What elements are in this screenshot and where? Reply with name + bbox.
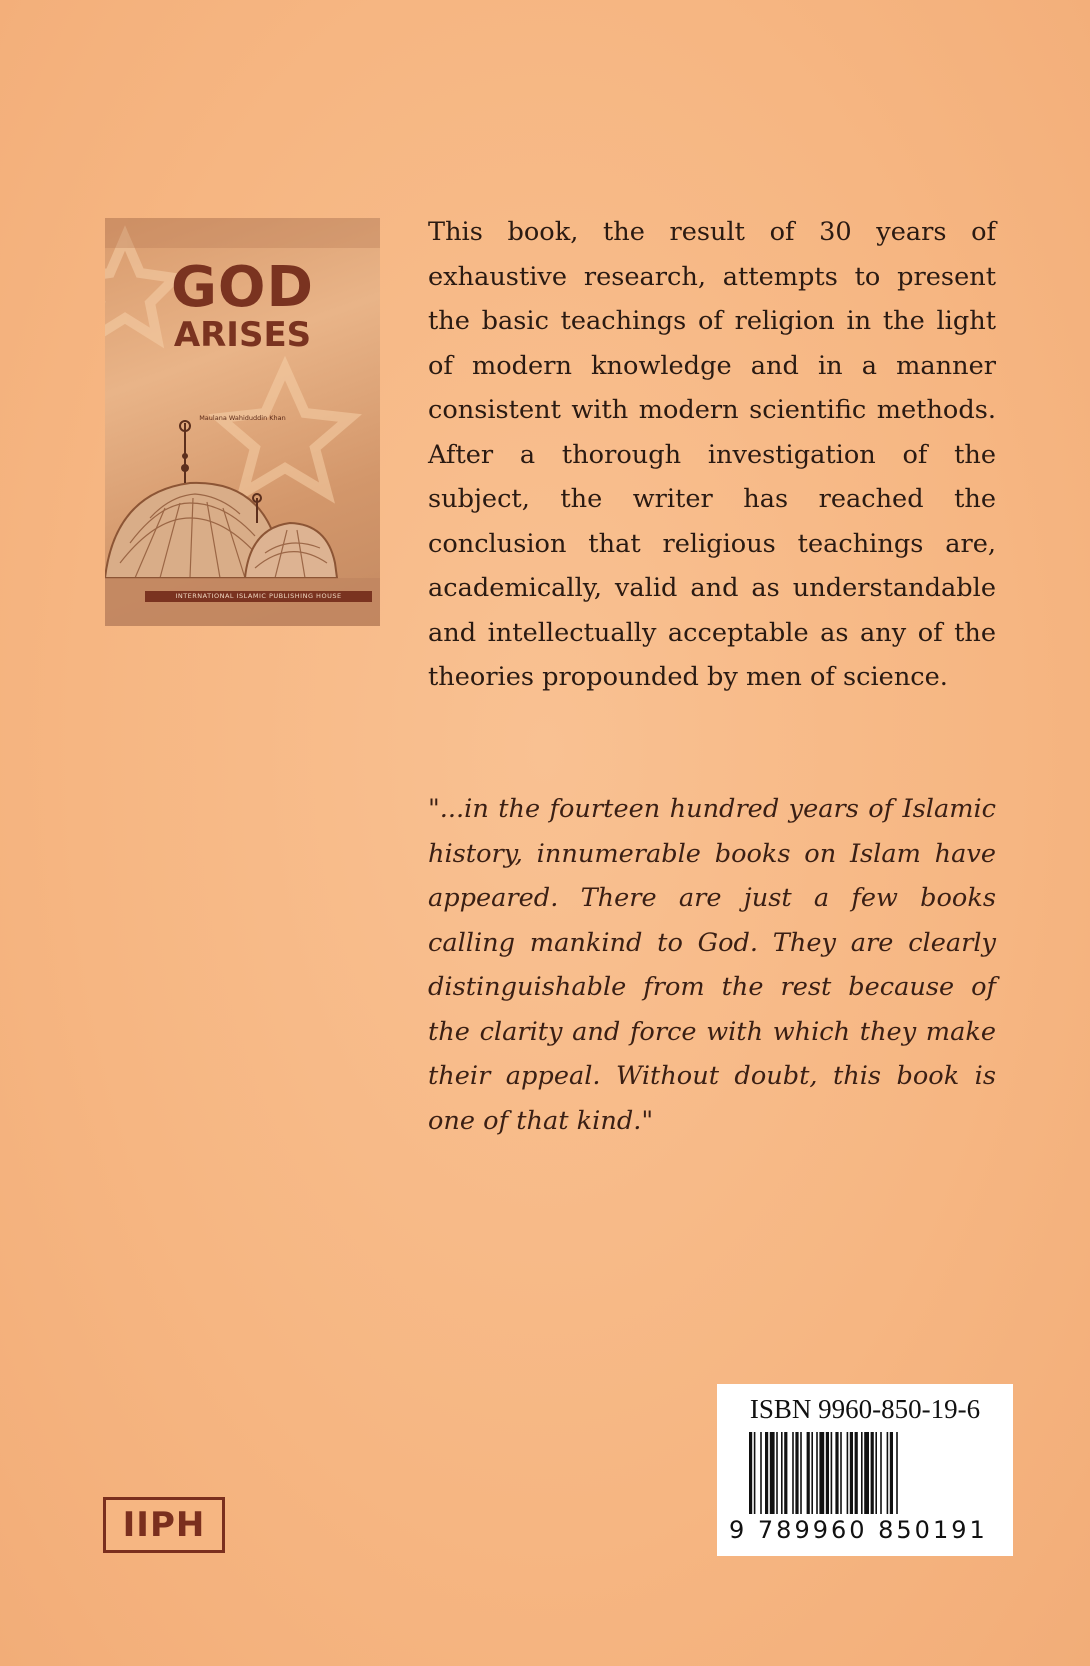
barcode-bar <box>887 1432 889 1514</box>
book-description: This book, the result of 30 years of exhaustive research, attempts to present the basic teachings of religion in the light of modern knowledge and in a manner consistent with modern scientific methods. After a thorough investigation of the subject, the writer has reached the conclusion that religious teachings are, academically, valid and as understandable and intellectually acceptable as any of the theories propounded by men of science. <box>428 217 996 692</box>
barcode-bar <box>770 1432 775 1514</box>
barcode-bar <box>795 1432 798 1514</box>
cover-thumbnail <box>105 218 380 626</box>
barcode-bar <box>749 1432 752 1514</box>
barcode-bar <box>871 1432 874 1514</box>
barcode-digits: 9 789960 850191 <box>729 1516 988 1544</box>
thumbnail-author: Maulana Wahiduddin Khan <box>199 414 286 422</box>
thumbnail-title-arises: ARISES <box>173 315 312 355</box>
barcode-bar <box>792 1432 794 1514</box>
barcode-bar <box>890 1432 893 1514</box>
thumbnail-publisher-band: INTERNATIONAL ISLAMIC PUBLISHING HOUSE <box>145 591 372 602</box>
barcode-bar <box>811 1432 813 1514</box>
barcode-bar <box>800 1432 802 1514</box>
thumbnail-title-god: GOD <box>170 255 315 320</box>
isbn-barcode <box>717 1384 1013 1556</box>
barcode-bar <box>816 1432 818 1514</box>
barcode-bar <box>807 1432 810 1514</box>
barcode-bar <box>760 1432 762 1514</box>
barcode-bar <box>835 1432 838 1514</box>
barcode-bar <box>896 1432 898 1514</box>
barcode-bar <box>765 1432 768 1514</box>
barcode-bar <box>840 1432 842 1514</box>
barcode-bar <box>781 1432 783 1514</box>
barcode-bar <box>784 1432 787 1514</box>
barcode-bar <box>776 1432 778 1514</box>
barcode-bar <box>855 1432 858 1514</box>
barcode-bar <box>754 1432 756 1514</box>
barcode-bar <box>847 1432 849 1514</box>
isbn-label: ISBN 9960-850-19-6 <box>749 1394 981 1424</box>
barcode-bar <box>875 1432 877 1514</box>
barcode-bar <box>861 1432 863 1514</box>
barcode-bar <box>826 1432 829 1514</box>
barcode-bar <box>850 1432 853 1514</box>
publisher-logo: IIPH <box>103 1497 225 1553</box>
book-quote: "...in the fourteen hundred years of Islamic history, innumerable books on Islam have appeared. There are just a few books calling mankind to God. They are clearly distinguishable from the rest because of the clarity and force with which they make their appeal. Without doubt, this book is one of that kind." <box>428 794 996 1136</box>
barcode-bar <box>819 1432 824 1514</box>
barcode-bar <box>880 1432 882 1514</box>
barcode-bar <box>831 1432 833 1514</box>
barcode-bar <box>864 1432 869 1514</box>
